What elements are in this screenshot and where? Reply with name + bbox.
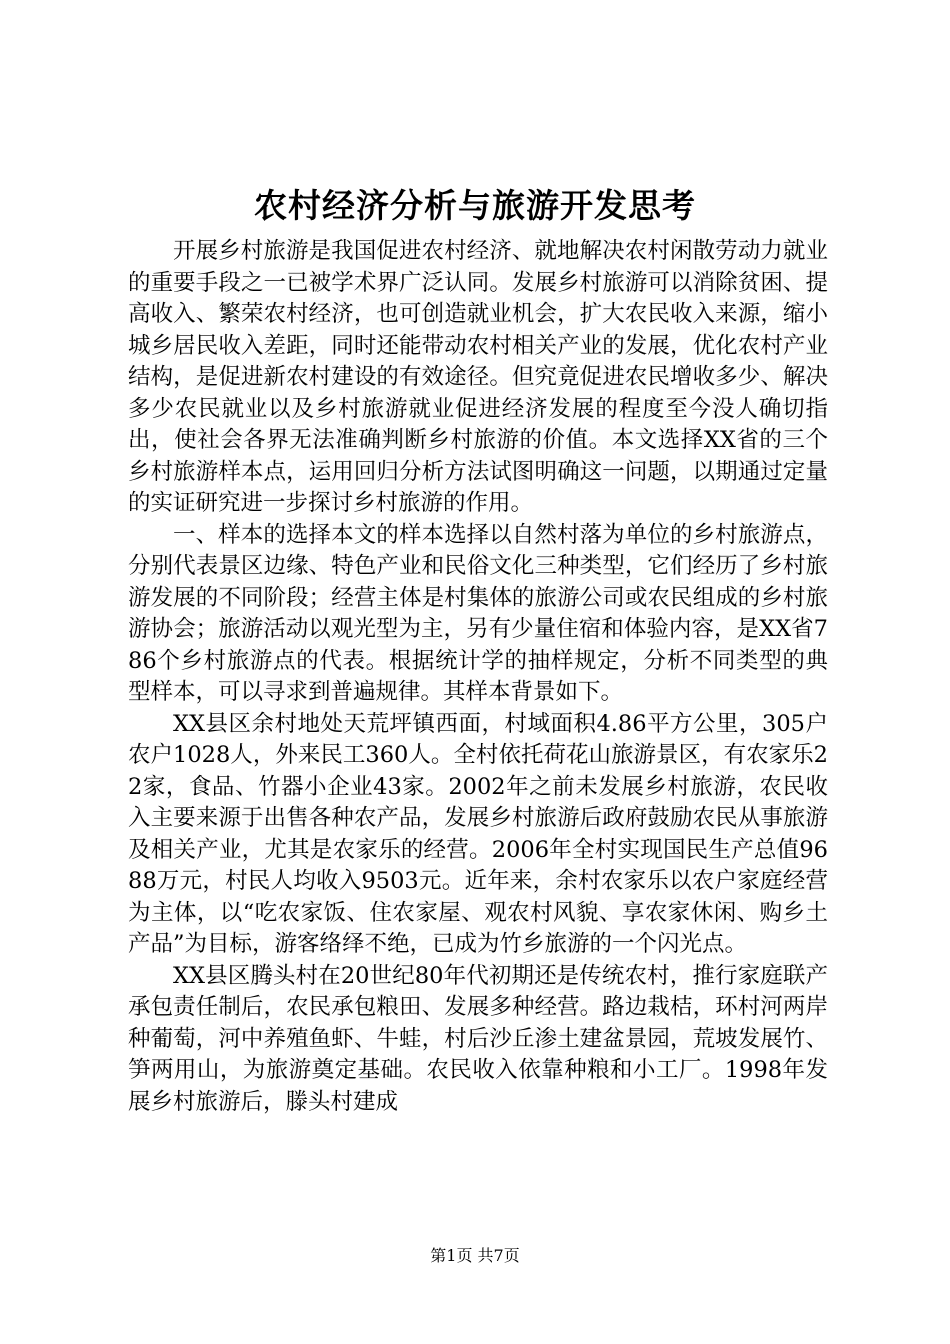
paragraph-sample-selection: 一、样本的选择本文的样本选择以自然村落为单位的乡村旅游点，分别代表景区边缘、特色产业和民俗文化三种类型，它们经历了乡村旅游发展的不同阶段；经营主体是村集体的旅游公司或农民组成的乡村旅游协会；旅游活动以观光型为主，另有少量住宿和体验内容，是XX省786个乡村旅游点的代表。根据统计学的抽样规定，分析不同类型的典型样本，可以寻求到普遍规律。其样本背景如下。 <box>128 521 828 705</box>
page-number-footer: 第1页 共7页 <box>430 1246 520 1265</box>
paragraph-tengtou: XX县区腾头村在20世纪80年代初期还是传统农村，推行家庭联产承包责任制后，农民承包粮田、发展多种经营。路边栽桔，环村河两岸种葡萄，河中养殖鱼虾、牛蛙，村后沙丘渗土建盆景园，荒坡发展竹、笋两用山，为旅游奠定基础。农民收入依靠种粮和小工厂。1998年发展乡村旅游后，滕头村建成 <box>128 962 828 1115</box>
paragraph-intro: 开展乡村旅游是我国促进农村经济、就地解决农村闲散劳动力就业的重要手段之一已被学术界广泛认同。发展乡村旅游可以消除贫困、提高收入、繁荣农村经济，也可创造就业机会，扩大农民收入来源，缩小城乡居民收入差距，同时还能带动农村相关产业的发展，优化农村产业结构，是促进新农村建设的有效途径。但究竟促进农民增收多少、解决多少农民就业以及乡村旅游就业促进经济发展的程度至今没人确切指出，使社会各界无法准确判断乡村旅游的价值。本文选择XX省的三个乡村旅游样本点，运用回归分析方法试图明确这一问题，以期通过定量的实证研究进一步探讨乡村旅游的作用。 <box>128 238 828 516</box>
paragraph-yucun: XX县区余村地处天荒坪镇西面，村域面积4.86平方公里，305户农户1028人，外来民工360人。全村依托荷花山旅游景区，有农家乐22家，食品、竹器小企业43家。2002年之前未发展乡村旅游，农民收入主要来源于出售各种农产品，发展乡村旅游后政府鼓励农民从事旅游及相关产业，尤其是农家乐的经营。2006年全村实现国民生产总值9688万元，村民人均收入9503元。近年来，余村农家乐以农户家庭经营为主体，以“吃农家饭、住农家屋、观农村风貌、享农家休闲、购乡土产品”为目标，游客络绎不绝，已成为竹乡旅游的一个闪光点。 <box>128 710 828 957</box>
document-body <box>128 236 828 1118</box>
document-title: 农村经济分析与旅游开发思考 <box>254 186 696 225</box>
